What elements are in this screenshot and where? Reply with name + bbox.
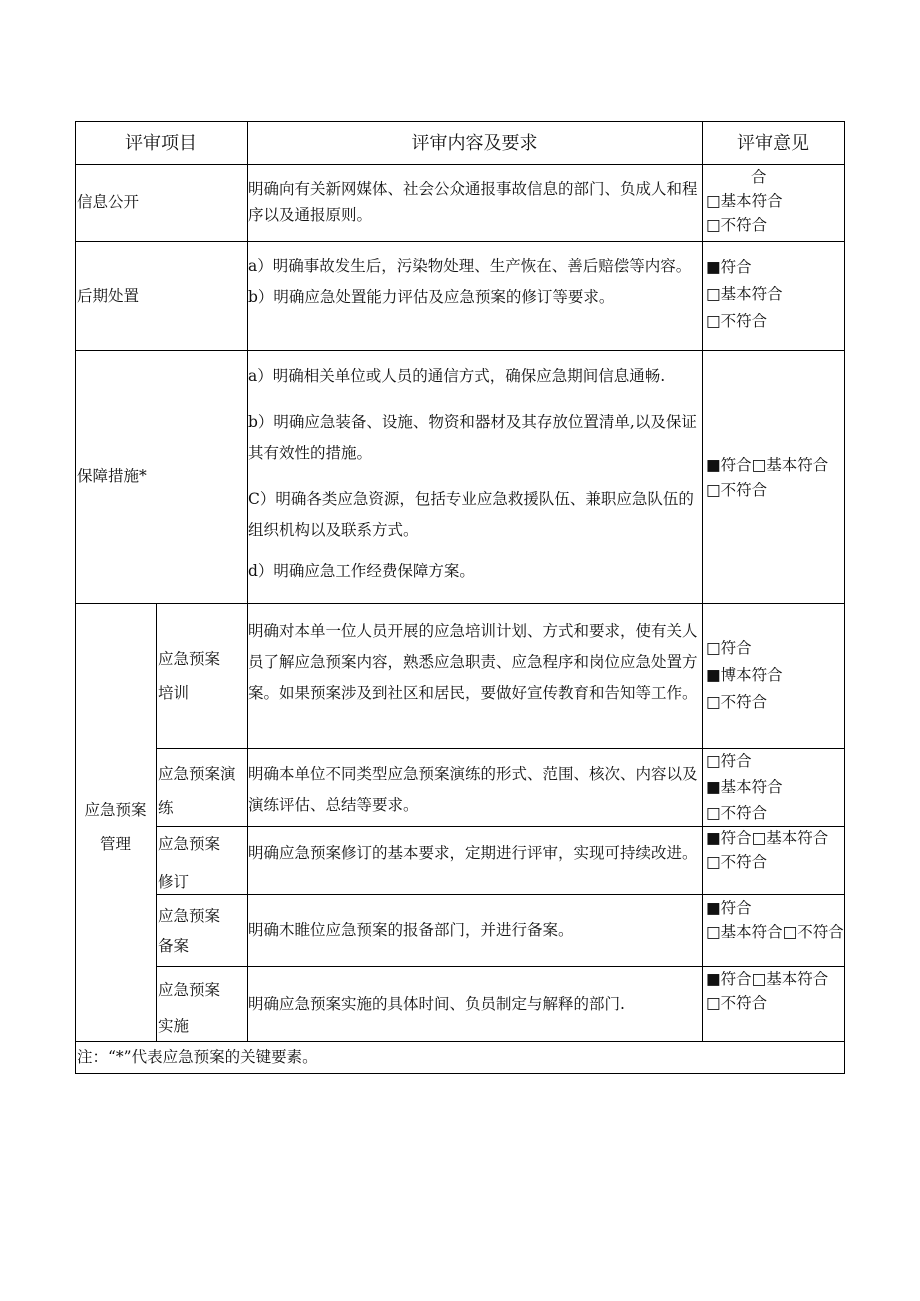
opinion-line: □不符合 <box>706 216 768 234</box>
opinion-filing <box>706 896 844 944</box>
opinion-line: □符合 <box>706 639 752 657</box>
table-border-left <box>75 121 76 1074</box>
opinion-line: ■基本符合 <box>706 778 783 796</box>
content-revise: 明确应急预案修订的基本要求，定期进行评审，实现可持续改进。 <box>248 844 698 862</box>
col-divider <box>156 603 157 1041</box>
opinion-line: □基本符合□不符合 <box>706 923 844 941</box>
content-para: a）明确相关单位或人员的通信方式，确保应急期间信息通畅. <box>248 367 666 385</box>
review-table <box>75 121 845 1074</box>
item-after: 后期处置 <box>77 287 140 305</box>
content-para: C）明确各类应急资源，包括专业应急救援队伍、兼职应急队伍的组织机构以及联系方式。 <box>248 490 694 539</box>
content-filing: 明确木睢位应急预案的报备部门，并进行备案。 <box>248 921 574 939</box>
col-divider <box>702 121 703 1041</box>
opinion-line: □基本符合 <box>706 285 783 303</box>
opinion-implement <box>706 967 828 1015</box>
item-info: 信息公开 <box>77 193 140 211</box>
item-mgmt-line: 管理 <box>99 835 131 853</box>
opinion-line: □不符合 <box>706 312 768 330</box>
content-training: 明确对本单一位人员开展的应急培训计划、方式和要求，使有关人员了解应急预案内容，熟悉应急职责、应急程序和岗位应急处置方案。如果预案涉及到社区和居民，要做好宣传教育和告知等工作。 <box>248 622 698 702</box>
sub-filing: 应急预案备案 <box>158 907 221 955</box>
row-divider <box>75 350 845 351</box>
header-opinion: 评审意见 <box>737 133 809 154</box>
content-implement: 明确应急预案实施的具体时间、负员制定与解释的部门. <box>248 995 625 1013</box>
row-divider <box>75 603 845 604</box>
sub-drill: 应急预案演练 <box>158 765 236 817</box>
opinion-line: □不符合 <box>706 853 768 871</box>
opinion-line: □不符合 <box>706 994 768 1012</box>
content-para: a）明确事故发生后，污染物处理、生产恢在、善后赔偿等内容。 <box>248 257 692 275</box>
content-para: d）明确应急工作经费保障方案。 <box>248 562 475 580</box>
item-mgmt-line: 应急预案 <box>84 801 147 819</box>
item-mgmt <box>75 793 156 861</box>
opinion-line: ■符合 <box>706 899 752 917</box>
opinion-line: □基本符合 <box>706 192 783 210</box>
sub-training: 应急预案培训 <box>158 650 221 702</box>
table-border-right <box>844 121 845 1074</box>
opinion-line: □不符合 <box>706 693 768 711</box>
opinion-revise <box>706 826 828 874</box>
opinion-line: ■符合 <box>706 258 752 276</box>
opinion-line: ■符合□基本符合 <box>706 456 829 474</box>
header-content: 评审内容及要求 <box>411 133 538 154</box>
table-border-bottom <box>75 1073 845 1074</box>
opinion-line: ■符合□基本符合 <box>706 829 829 847</box>
opinion-after <box>706 254 783 335</box>
row-divider <box>75 241 845 242</box>
opinion-line: ■符合□基本符合 <box>706 970 829 988</box>
content-para: b）明确应急处置能力评估及应急预案的修订等要求。 <box>248 288 615 306</box>
content-guarantee <box>248 361 702 584</box>
sub-implement: 应急预案实施 <box>158 981 221 1035</box>
content-after <box>248 253 702 310</box>
content-para: b）明确应急装备、设施、物资和器材及其存放位置清单,以及保证其有效性的措施。 <box>248 413 697 462</box>
row-divider <box>156 894 845 895</box>
table-note: 注：“*”代表应急预案的关键要素。 <box>77 1048 318 1066</box>
opinion-line: 合 <box>751 168 767 186</box>
sub-revise: 应急预案修订 <box>158 835 221 891</box>
opinion-line: □不符合 <box>706 481 768 499</box>
opinion-line: □不符合 <box>706 804 768 822</box>
table-border-top <box>75 121 845 122</box>
opinion-line: ■博本符合 <box>706 666 783 684</box>
opinion-drill <box>706 748 783 826</box>
opinion-training <box>706 635 783 716</box>
header-item: 评审项目 <box>125 133 197 154</box>
content-drill: 明确本单位不同类型应急预案演练的形式、范围、核次、内容以及演练评估、总结等要求。 <box>248 765 698 814</box>
item-guarantee: 保障措施* <box>77 467 147 485</box>
content-info: 明确向有关新网媒体、社会公众通报事故信息的部门、负成人和程序以及通报原则。 <box>248 180 698 224</box>
opinion-guarantee <box>706 453 828 503</box>
opinion-line: □符合 <box>706 752 752 770</box>
opinion-info <box>706 165 783 237</box>
